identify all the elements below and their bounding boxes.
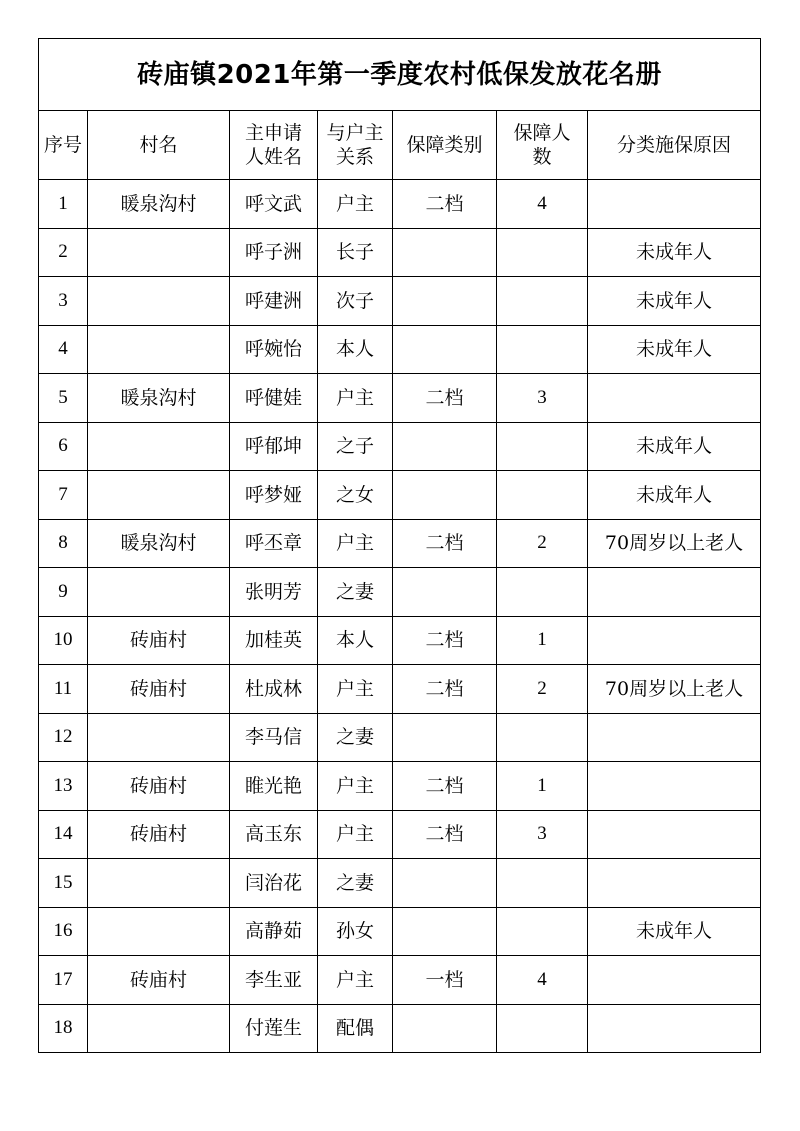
table-row xyxy=(39,956,761,1005)
document-title: 砖庙镇2021年第一季度农村低保发放花名册 xyxy=(39,39,761,111)
cell-relation: 户主 xyxy=(318,374,393,423)
table-row xyxy=(39,762,761,811)
cell-village: 暖泉沟村 xyxy=(88,519,230,568)
cell-reason xyxy=(588,374,761,423)
cell-category xyxy=(393,1004,497,1053)
cell-reason xyxy=(588,180,761,229)
cell-village xyxy=(88,859,230,908)
header-relation xyxy=(318,111,393,180)
cell-relation: 户主 xyxy=(318,810,393,859)
cell-name: 李马信 xyxy=(230,713,318,762)
cell-count: 3 xyxy=(497,374,588,423)
cell-name: 呼丕章 xyxy=(230,519,318,568)
cell-relation: 次子 xyxy=(318,277,393,326)
cell-relation: 户主 xyxy=(318,519,393,568)
cell-village xyxy=(88,228,230,277)
cell-count: 4 xyxy=(497,180,588,229)
cell-name: 呼文武 xyxy=(230,180,318,229)
cell-name: 呼婉怡 xyxy=(230,325,318,374)
cell-name: 睢光艳 xyxy=(230,762,318,811)
table-row xyxy=(39,277,761,326)
cell-name: 呼梦娅 xyxy=(230,471,318,520)
cell-category: 二档 xyxy=(393,180,497,229)
cell-seq: 10 xyxy=(39,616,88,665)
cell-name: 闫治花 xyxy=(230,859,318,908)
cell-count xyxy=(497,471,588,520)
cell-reason: 未成年人 xyxy=(588,471,761,520)
cell-village xyxy=(88,568,230,617)
cell-reason: 未成年人 xyxy=(588,422,761,471)
cell-seq: 1 xyxy=(39,180,88,229)
cell-category xyxy=(393,568,497,617)
cell-relation: 孙女 xyxy=(318,907,393,956)
cell-village xyxy=(88,1004,230,1053)
cell-reason: 70周岁以上老人 xyxy=(588,665,761,714)
cell-relation: 户主 xyxy=(318,665,393,714)
cell-count xyxy=(497,568,588,617)
cell-village: 砖庙村 xyxy=(88,616,230,665)
table-row xyxy=(39,519,761,568)
cell-reason xyxy=(588,859,761,908)
cell-category: 二档 xyxy=(393,762,497,811)
cell-count xyxy=(497,277,588,326)
cell-name: 杜成林 xyxy=(230,665,318,714)
cell-village: 暖泉沟村 xyxy=(88,180,230,229)
cell-village: 砖庙村 xyxy=(88,665,230,714)
table-row xyxy=(39,859,761,908)
cell-count xyxy=(497,1004,588,1053)
cell-village: 砖庙村 xyxy=(88,956,230,1005)
cell-relation: 配偶 xyxy=(318,1004,393,1053)
cell-category xyxy=(393,471,497,520)
cell-village: 砖庙村 xyxy=(88,810,230,859)
table-row xyxy=(39,471,761,520)
cell-seq: 9 xyxy=(39,568,88,617)
cell-relation: 之女 xyxy=(318,471,393,520)
header-applicant-line1: 主申请 xyxy=(244,122,302,144)
cell-seq: 6 xyxy=(39,422,88,471)
cell-seq: 8 xyxy=(39,519,88,568)
cell-category: 二档 xyxy=(393,810,497,859)
cell-category xyxy=(393,907,497,956)
cell-name: 付莲生 xyxy=(230,1004,318,1053)
cell-seq: 4 xyxy=(39,325,88,374)
cell-village xyxy=(88,471,230,520)
cell-seq: 5 xyxy=(39,374,88,423)
header-count-line1: 保障人 xyxy=(513,122,571,144)
cell-name: 呼健娃 xyxy=(230,374,318,423)
cell-relation: 长子 xyxy=(318,228,393,277)
cell-count xyxy=(497,713,588,762)
cell-seq: 11 xyxy=(39,665,88,714)
cell-seq: 16 xyxy=(39,907,88,956)
cell-seq: 15 xyxy=(39,859,88,908)
cell-relation: 之妻 xyxy=(318,568,393,617)
cell-relation: 户主 xyxy=(318,180,393,229)
table-row xyxy=(39,325,761,374)
cell-relation: 之妻 xyxy=(318,713,393,762)
header-reason: 分类施保原因 xyxy=(588,111,761,180)
cell-reason xyxy=(588,568,761,617)
cell-count xyxy=(497,859,588,908)
header-row xyxy=(39,111,761,180)
cell-name: 加桂英 xyxy=(230,616,318,665)
cell-name: 张明芳 xyxy=(230,568,318,617)
cell-reason xyxy=(588,810,761,859)
cell-village xyxy=(88,713,230,762)
cell-village: 暖泉沟村 xyxy=(88,374,230,423)
table-row xyxy=(39,810,761,859)
cell-name: 呼子洲 xyxy=(230,228,318,277)
cell-name: 呼建洲 xyxy=(230,277,318,326)
cell-category: 二档 xyxy=(393,519,497,568)
cell-reason: 未成年人 xyxy=(588,277,761,326)
cell-village xyxy=(88,325,230,374)
cell-category xyxy=(393,713,497,762)
cell-reason xyxy=(588,713,761,762)
table-row xyxy=(39,568,761,617)
cell-category: 一档 xyxy=(393,956,497,1005)
cell-count: 1 xyxy=(497,616,588,665)
cell-reason: 未成年人 xyxy=(588,325,761,374)
cell-reason: 未成年人 xyxy=(588,907,761,956)
table-row xyxy=(39,907,761,956)
cell-seq: 2 xyxy=(39,228,88,277)
header-category: 保障类别 xyxy=(393,111,497,180)
cell-count: 4 xyxy=(497,956,588,1005)
cell-category xyxy=(393,422,497,471)
cell-count: 2 xyxy=(497,519,588,568)
cell-reason xyxy=(588,616,761,665)
table-row xyxy=(39,422,761,471)
cell-category: 二档 xyxy=(393,616,497,665)
cell-reason: 70周岁以上老人 xyxy=(588,519,761,568)
cell-village xyxy=(88,907,230,956)
header-count-line2: 数 xyxy=(532,146,552,168)
header-relation-line1: 与户主 xyxy=(326,122,384,144)
cell-seq: 3 xyxy=(39,277,88,326)
cell-village xyxy=(88,422,230,471)
cell-relation: 户主 xyxy=(318,762,393,811)
cell-village: 砖庙村 xyxy=(88,762,230,811)
cell-reason xyxy=(588,762,761,811)
roster-table xyxy=(38,38,761,1053)
cell-category xyxy=(393,228,497,277)
table-row xyxy=(39,374,761,423)
cell-seq: 18 xyxy=(39,1004,88,1053)
table-body xyxy=(39,180,761,1053)
cell-category xyxy=(393,859,497,908)
table-row xyxy=(39,616,761,665)
table-row xyxy=(39,665,761,714)
cell-reason xyxy=(588,1004,761,1053)
cell-relation: 之子 xyxy=(318,422,393,471)
cell-reason: 未成年人 xyxy=(588,228,761,277)
cell-seq: 17 xyxy=(39,956,88,1005)
cell-category: 二档 xyxy=(393,374,497,423)
cell-count: 2 xyxy=(497,665,588,714)
table-row xyxy=(39,1004,761,1053)
header-seq: 序号 xyxy=(39,111,88,180)
cell-reason xyxy=(588,956,761,1005)
cell-count xyxy=(497,228,588,277)
cell-count: 3 xyxy=(497,810,588,859)
cell-relation: 本人 xyxy=(318,616,393,665)
cell-name: 高玉东 xyxy=(230,810,318,859)
header-village: 村名 xyxy=(88,111,230,180)
cell-name: 高静茹 xyxy=(230,907,318,956)
cell-count xyxy=(497,325,588,374)
table-row xyxy=(39,228,761,277)
cell-name: 李生亚 xyxy=(230,956,318,1005)
cell-category xyxy=(393,325,497,374)
cell-count: 1 xyxy=(497,762,588,811)
roster-sheet xyxy=(38,38,760,1053)
header-count xyxy=(497,111,588,180)
cell-relation: 之妻 xyxy=(318,859,393,908)
cell-seq: 7 xyxy=(39,471,88,520)
cell-village xyxy=(88,277,230,326)
cell-category: 二档 xyxy=(393,665,497,714)
cell-relation: 本人 xyxy=(318,325,393,374)
table-row xyxy=(39,180,761,229)
cell-count xyxy=(497,422,588,471)
cell-seq: 13 xyxy=(39,762,88,811)
table-row xyxy=(39,713,761,762)
cell-seq: 12 xyxy=(39,713,88,762)
header-applicant-line2: 人姓名 xyxy=(244,146,302,168)
cell-relation: 户主 xyxy=(318,956,393,1005)
header-applicant xyxy=(230,111,318,180)
cell-seq: 14 xyxy=(39,810,88,859)
cell-category xyxy=(393,277,497,326)
header-relation-line2: 关系 xyxy=(335,146,374,168)
cell-count xyxy=(497,907,588,956)
cell-name: 呼郁坤 xyxy=(230,422,318,471)
